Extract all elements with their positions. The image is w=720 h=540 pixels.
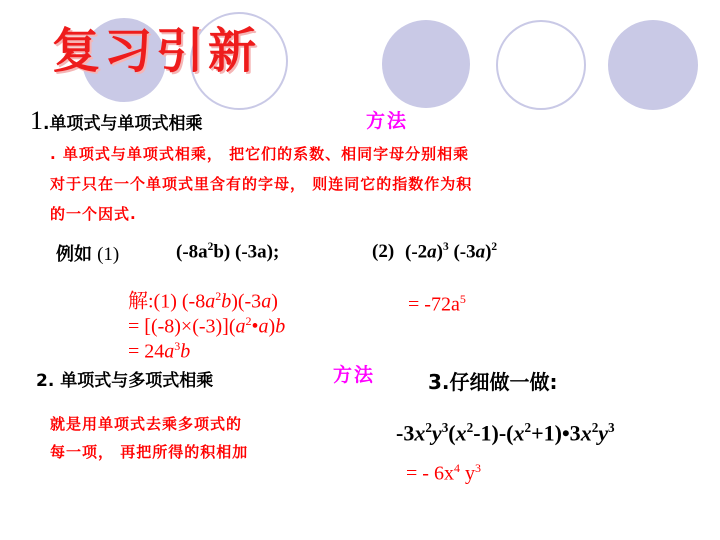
section3-expression: $-3x^2y^3(x^2-1)-(x^2+1)•3x^2y^3$: [396, 420, 615, 446]
section3-answer: = - $6x^4$ $y^3$: [406, 461, 481, 485]
section2-title: 2. 单项式与多项式相乘: [36, 371, 214, 391]
section1-rule: [50, 139, 472, 229]
section2-method-label: 方法: [333, 364, 376, 386]
page-title: 复习引新: [52, 23, 261, 79]
rule-line: 就是用单项式去乘多项式的: [50, 415, 243, 433]
section1-number: 1: [30, 106, 43, 135]
solution-line-1: 解:(1) $(-8a^2b)(-3a)$: [128, 289, 278, 313]
example-item1: $(-8a^2b)$ (-3a);: [176, 241, 280, 263]
section2-heading: [36, 366, 213, 391]
example-answer2: = $-72a^5$: [408, 292, 466, 316]
solution-line-2: = $[(-8)\times(-3)](a^2•a)b$: [128, 314, 286, 338]
section1-heading: [30, 106, 202, 136]
decor-circle-4: [496, 20, 586, 110]
example-line: [56, 240, 119, 266]
rule-line: 对于只在一个单项式里含有的字母， 则连同它的指数作为积: [50, 175, 473, 193]
rule-line: 每一项， 再把所得的积相加: [50, 443, 249, 461]
example-item1-number: (1): [97, 244, 120, 265]
solution-line-3: = $24a^3b$: [128, 339, 191, 363]
example-label: 例如: [56, 244, 92, 265]
section1-title: .单项式与单项式相乘: [43, 114, 203, 134]
decor-circle-5: [608, 20, 698, 110]
rule-line: . 单项式与单项式相乘， 把它们的系数、相同字母分别相乘: [50, 145, 470, 163]
example-item2-number: (2): [372, 241, 395, 262]
section3-heading: 3.仔细做一做:: [428, 370, 558, 394]
rule-line: 的一个因式.: [50, 205, 137, 223]
example-item2: $(-2a)^3$ $(-3a)^2$: [405, 241, 498, 263]
decor-circle-3: [382, 20, 470, 108]
section2-rule: [50, 410, 248, 466]
section1-method-label: 方法: [366, 110, 409, 132]
